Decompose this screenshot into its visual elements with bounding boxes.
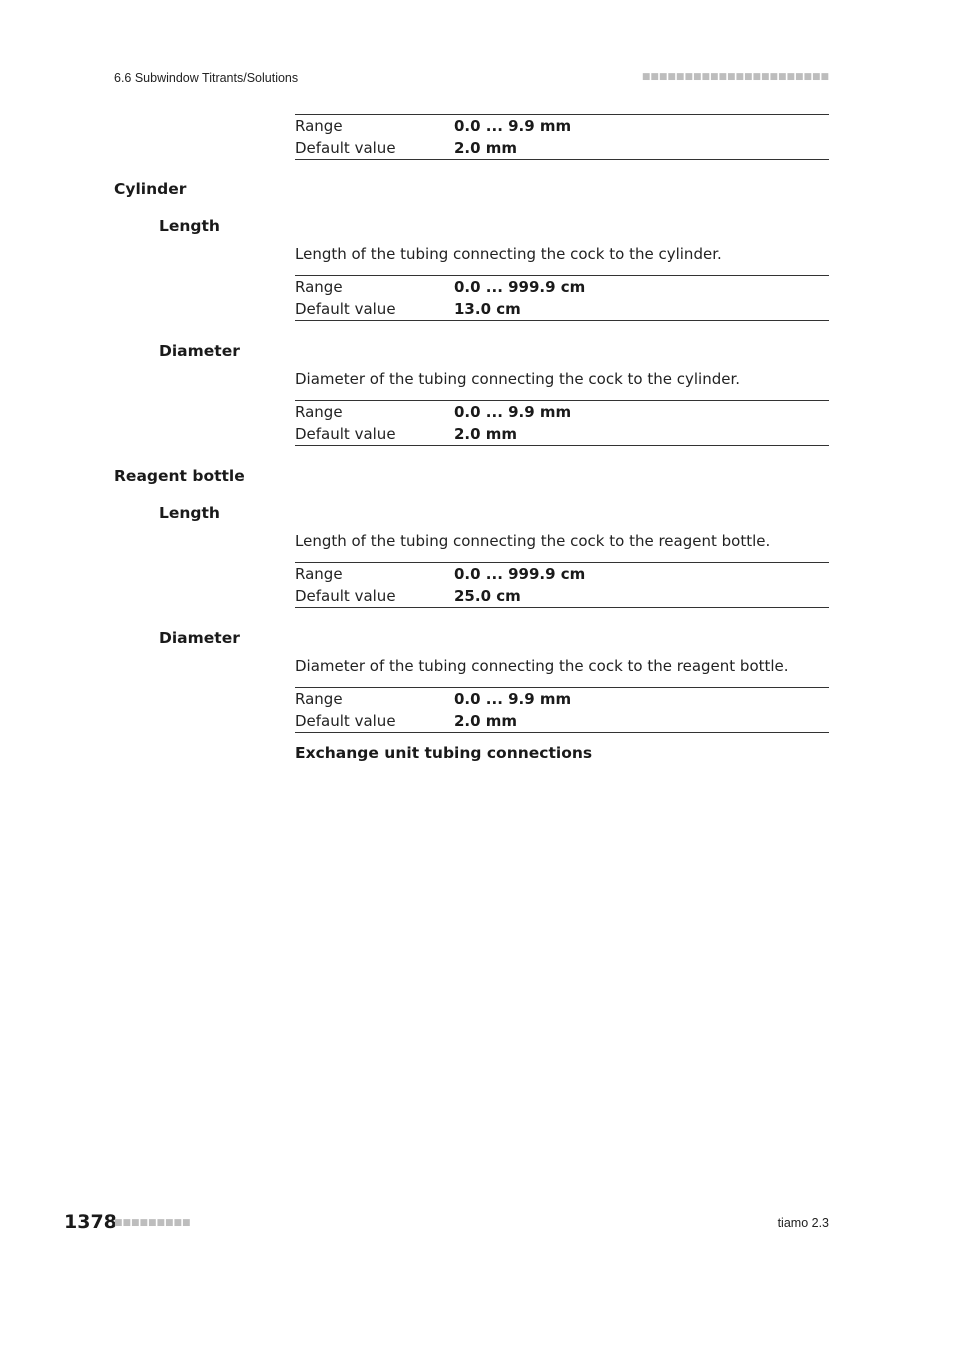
subheading-reagent-diameter: Diameter (159, 629, 240, 647)
parameter-table (295, 114, 829, 160)
description-reagent-length: Length of the tubing connecting the cock to the reagent bottle. (295, 532, 771, 550)
row-value: 2.0 mm (454, 712, 518, 730)
table-row (295, 401, 829, 423)
description-cylinder-diameter: Diameter of the tubing connecting the cock to the cylinder. (295, 370, 741, 388)
table-row (295, 423, 829, 445)
row-value: 2.0 mm (454, 139, 518, 157)
row-value: 13.0 cm (454, 300, 521, 318)
subheading-reagent-length: Length (159, 504, 220, 522)
row-key: Default value (295, 712, 396, 730)
section-heading-cylinder: Cylinder (114, 180, 187, 198)
parameter-table (295, 400, 829, 446)
row-key: Default value (295, 425, 396, 443)
row-key: Range (295, 565, 343, 583)
row-key: Default value (295, 587, 396, 605)
subheading-cylinder-length: Length (159, 217, 220, 235)
table-row (295, 710, 829, 732)
description-reagent-diameter: Diameter of the tubing connecting the cock to the reagent bottle. (295, 657, 789, 675)
parameter-table (295, 275, 829, 321)
table-row (295, 276, 829, 298)
exchange-unit-heading: Exchange unit tubing connections (295, 744, 593, 762)
row-key: Range (295, 278, 343, 296)
parameter-table (295, 562, 829, 608)
subheading-cylinder-diameter: Diameter (159, 342, 240, 360)
table-row (295, 298, 829, 320)
header-decoration: ■■■■■■■■■■■■■■■■■■■■■■ (641, 72, 829, 82)
row-value: 0.0 ... 9.9 mm (454, 403, 572, 421)
row-value: 0.0 ... 999.9 cm (454, 565, 586, 583)
page-number: 1378 (64, 1211, 117, 1233)
row-value: 2.0 mm (454, 425, 518, 443)
row-value: 0.0 ... 9.9 mm (454, 690, 572, 708)
parameter-table (295, 687, 829, 733)
table-row (295, 563, 829, 585)
row-key: Range (295, 117, 343, 135)
row-value: 25.0 cm (454, 587, 521, 605)
row-value: 0.0 ... 9.9 mm (454, 117, 572, 135)
row-key: Default value (295, 139, 396, 157)
row-value: 0.0 ... 999.9 cm (454, 278, 586, 296)
table-row (295, 688, 829, 710)
table-row (295, 137, 829, 159)
row-key: Range (295, 690, 343, 708)
footer-app-version: tiamo 2.3 (777, 1216, 829, 1230)
running-header-title: 6.6 Subwindow Titrants/Solutions (114, 71, 299, 85)
table-row (295, 115, 829, 137)
table-row (295, 585, 829, 607)
description-cylinder-length: Length of the tubing connecting the cock to the cylinder. (295, 245, 722, 263)
section-heading-reagent-bottle: Reagent bottle (114, 467, 245, 485)
row-key: Range (295, 403, 343, 421)
row-key: Default value (295, 300, 396, 318)
footer-decoration: ■■■■■■■■■ (114, 1218, 191, 1228)
